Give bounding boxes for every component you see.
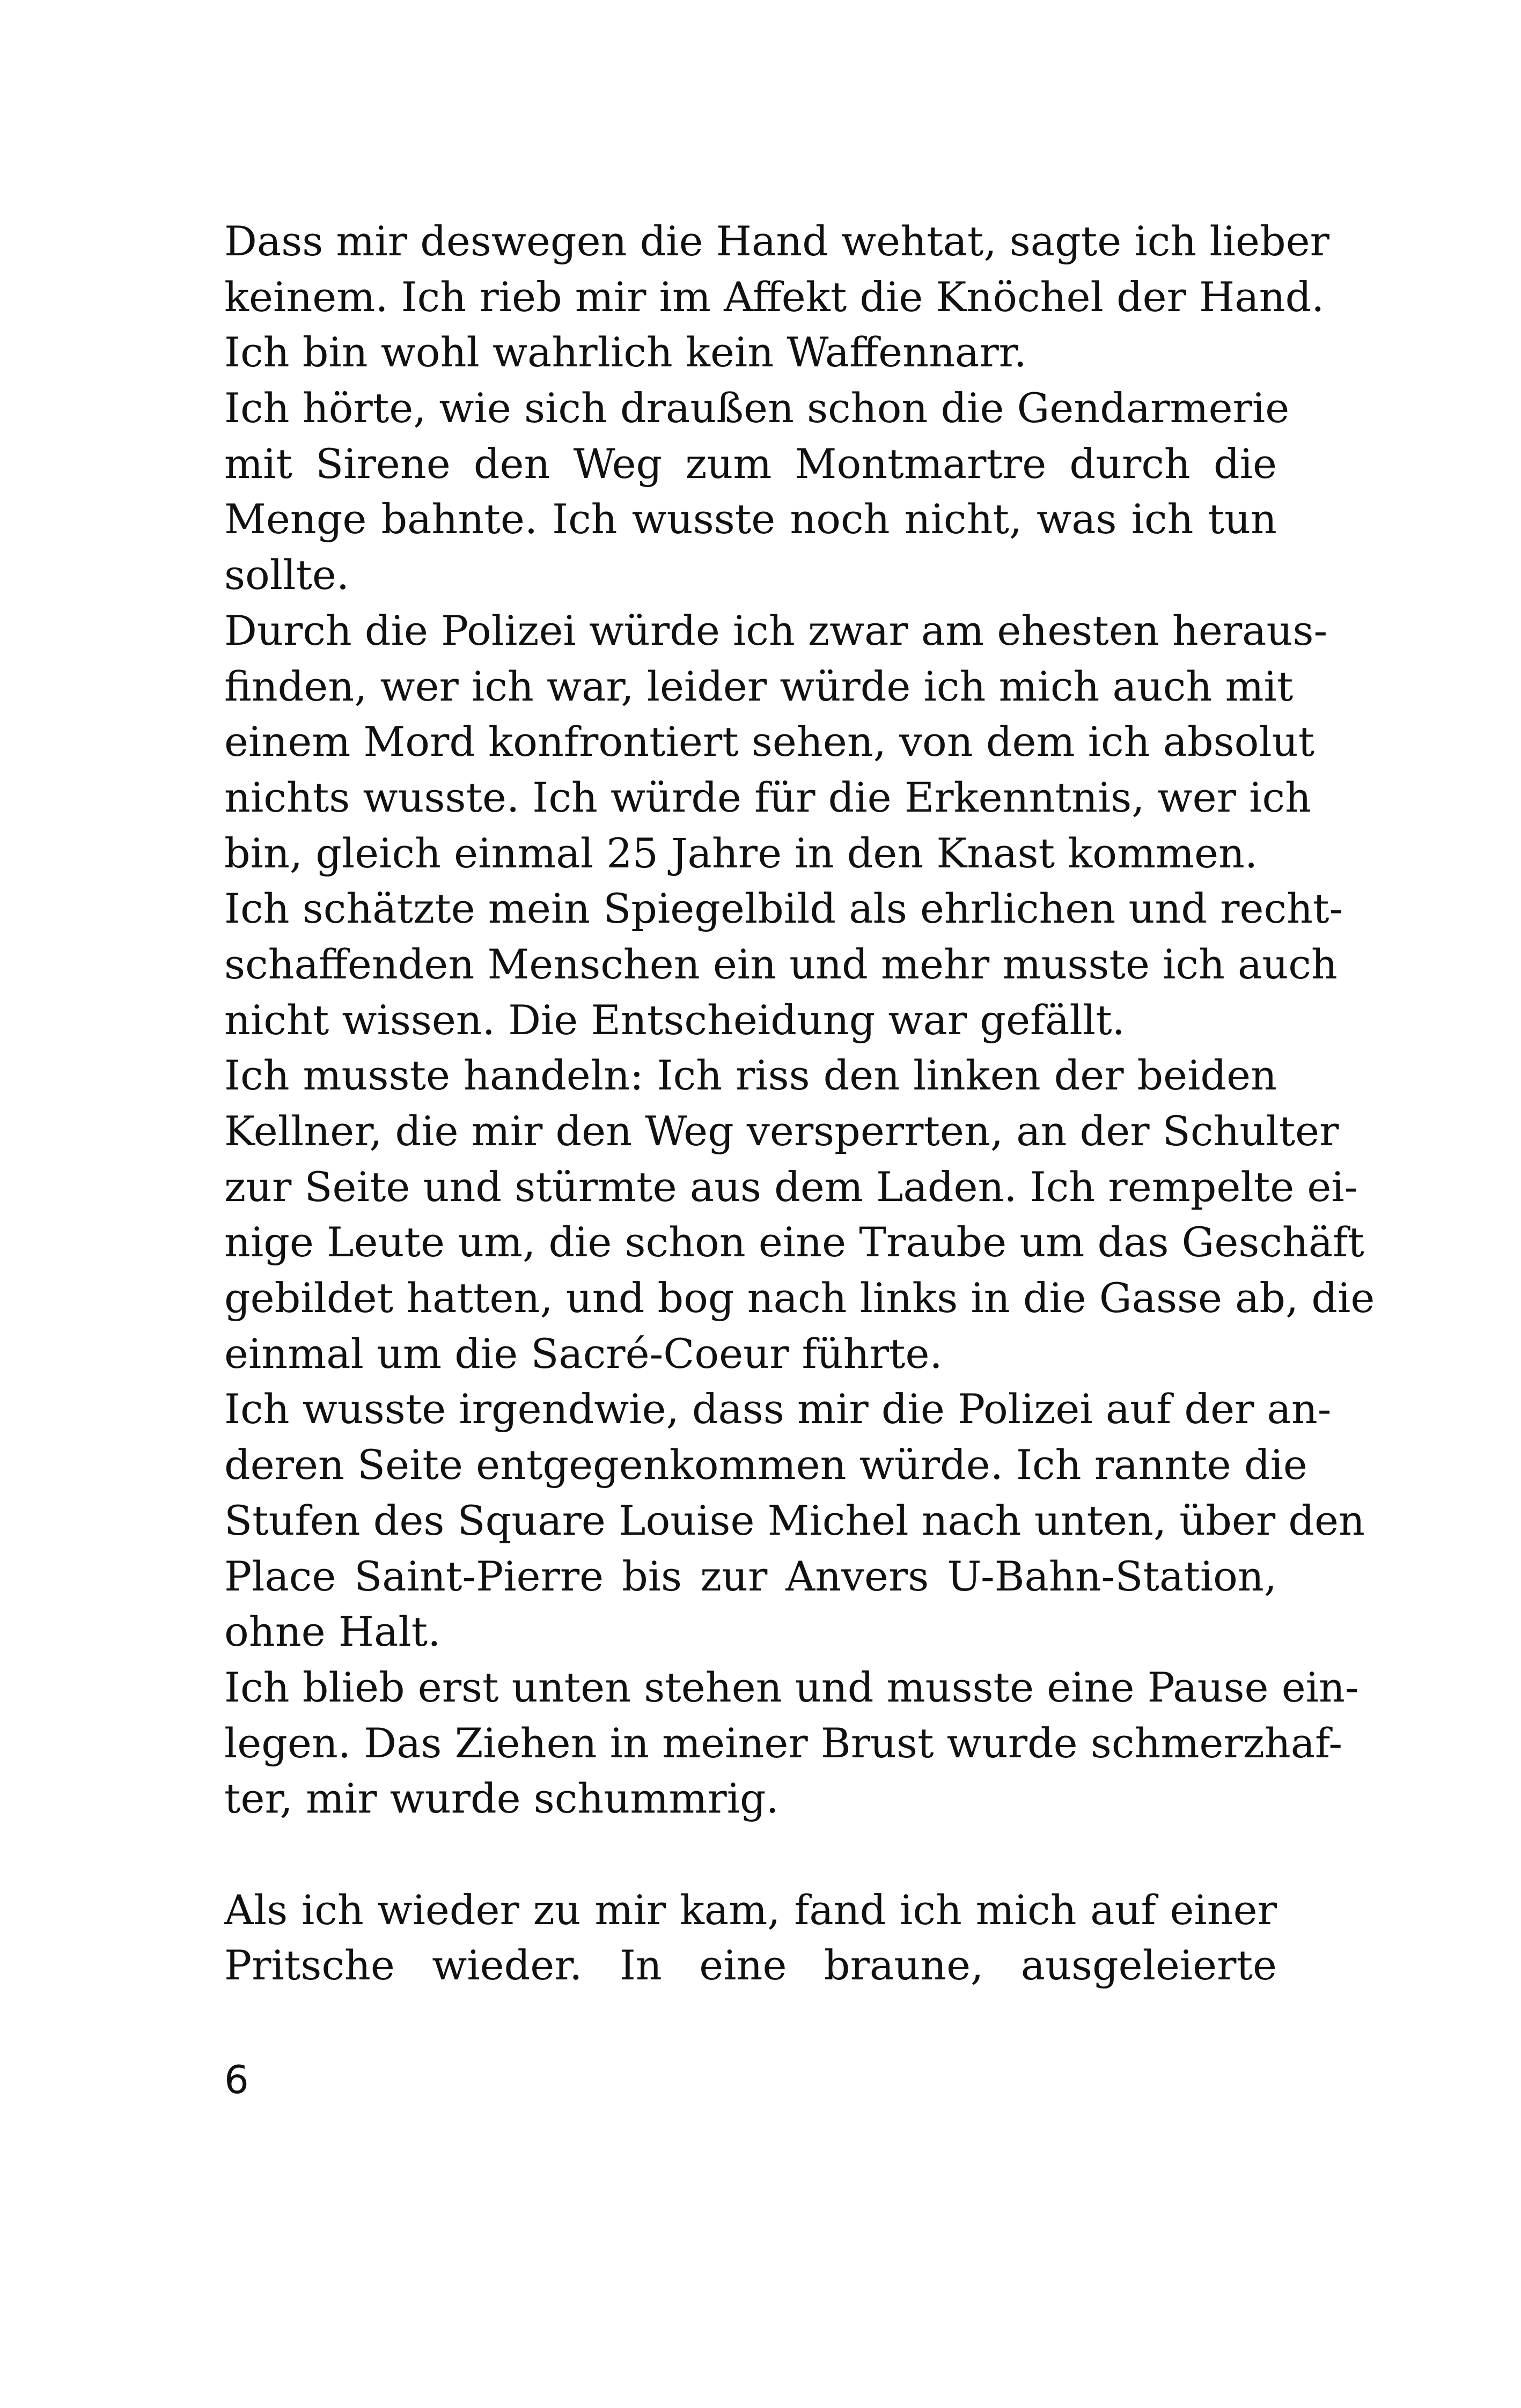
text-line: ohne Halt. (224, 1608, 441, 1656)
paragraph-8 (224, 1882, 1277, 1993)
paragraph-2 (224, 380, 1290, 603)
text-line: sollte. (224, 551, 350, 599)
text-line: Ich hörte, wie sich draußen schon die Gendarmerie (224, 384, 1290, 432)
text-line: Menge bahnte. Ich wusste noch nicht, was ich tun (224, 495, 1277, 543)
text-line: Pritsche wieder. In eine braune, ausgeleierte (224, 1941, 1277, 1990)
text-line: Stufen des Square Louise Michel nach unten, über den (224, 1496, 1365, 1544)
text-line: Ich wusste irgendwie, dass mir die Polizei auf der an- (224, 1385, 1332, 1433)
text-line: Ich bin wohl wahrlich kein Waffennarr. (224, 328, 1027, 377)
text-line: gebildet hatten, und bog nach links in die Gasse ab, die (224, 1274, 1375, 1322)
text-line: Als ich wieder zu mir kam, fand ich mich auf einer (224, 1886, 1277, 1934)
text-line: nichts wusste. Ich würde für die Erkenntnis, wer ich (224, 773, 1311, 821)
text-line: nige Leute um, die schon eine Traube um das Geschäft (224, 1218, 1364, 1266)
paragraph-6 (224, 1381, 1365, 1659)
text-line: Ich schätzte mein Spiegelbild als ehrlichen und recht- (224, 885, 1343, 933)
paragraph-7 (224, 1660, 1359, 1827)
text-line: deren Seite entgegenkommen würde. Ich rannte die (224, 1441, 1307, 1489)
page-number: 6 (224, 2057, 249, 2102)
text-line: Durch die Polizei würde ich zwar am ehesten heraus- (224, 606, 1328, 654)
text-line: nicht wissen. Die Entscheidung war gefällt. (224, 996, 1125, 1044)
text-line: legen. Das Ziehen in meiner Brust wurde schmerzhaf- (224, 1719, 1343, 1767)
text-line: mit Sirene den Weg zum Montmartre durch die (224, 439, 1277, 488)
text-line: Ich musste handeln: Ich riss den linken der beiden (224, 1051, 1277, 1100)
section-gap (224, 1827, 1277, 1882)
text-line: Ich blieb erst unten stehen und musste eine Pause ein- (224, 1663, 1359, 1711)
text-line: Kellner, die mir den Weg versperrten, an der Schulter (224, 1107, 1339, 1155)
text-line: zur Seite und stürmte aus dem Laden. Ich rempelte ei- (224, 1162, 1358, 1211)
paragraph-5 (224, 1048, 1375, 1381)
text-line: Place Saint-Pierre bis zur Anvers U-Bahn-Station, (224, 1552, 1277, 1600)
paragraph-1 (224, 213, 1329, 380)
text-line: bin, gleich einmal 25 Jahre in den Knast kommen. (224, 829, 1258, 877)
text-line: einmal um die Sacré-Coeur führte. (224, 1329, 943, 1378)
body-text (224, 213, 1375, 1993)
paragraph-4 (224, 881, 1343, 1048)
text-line: ter, mir wurde schummrig. (224, 1774, 779, 1823)
text-line: keinem. Ich rieb mir im Affekt die Knöchel der Hand. (224, 273, 1325, 321)
text-line: Dass mir deswegen die Hand wehtat, sagte ich lieber (224, 217, 1329, 265)
text-line: einem Mord konfrontiert sehen, von dem ich absolut (224, 718, 1315, 766)
text-line: finden, wer ich war, leider würde ich mich auch mit (224, 662, 1294, 710)
paragraph-3 (224, 603, 1328, 881)
text-line: schaffenden Menschen ein und mehr musste ich auch (224, 940, 1338, 988)
